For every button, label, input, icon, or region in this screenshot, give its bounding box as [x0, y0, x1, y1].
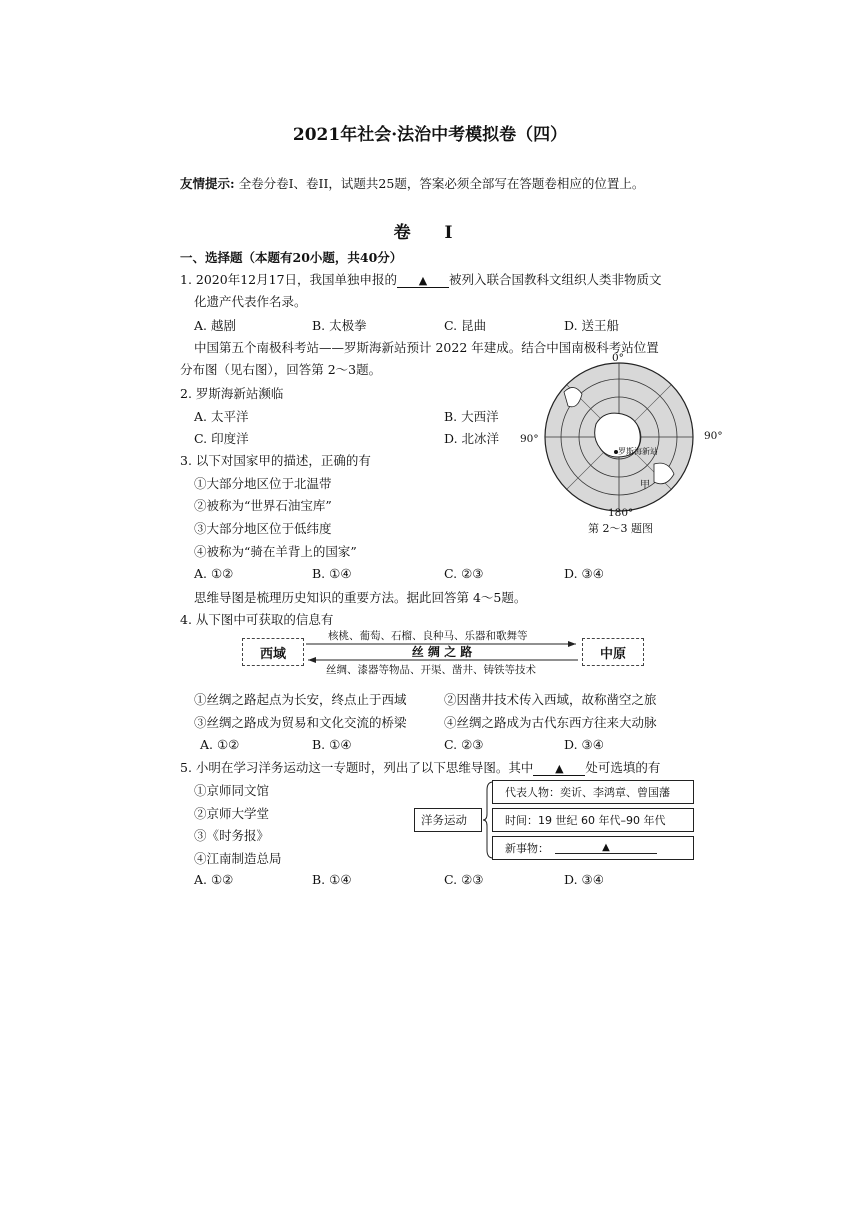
q4-stem: 4. 从下图中可获取的信息有 [180, 612, 334, 627]
q3-option: C. ②③ [444, 566, 484, 581]
center-box: 洋务运动 [414, 808, 482, 832]
branch-new-things-label: 新事物： [505, 842, 549, 855]
q1-option: A. 越剧 [194, 318, 236, 333]
q3-item: ②被称为“世界石油宝库” [194, 498, 332, 513]
intro23-line2: 分布图（见右图），回答第 2～3题。 [180, 362, 382, 377]
section-heading: 一、选择题（本题有20小题，共40分） [180, 250, 403, 265]
q2-option: A. 太平洋 [194, 409, 249, 424]
q1-option: C. 昆曲 [444, 318, 487, 333]
map-label-left: 90° [520, 433, 539, 445]
q3-item: ④被称为“骑在羊背上的国家” [194, 544, 357, 559]
branch-blank: ▲ [555, 842, 657, 854]
q4-option: B. ①④ [312, 737, 352, 752]
intro45: 思维导图是梳理历史知识的重要方法。据此回答第 4～5题。 [194, 590, 527, 605]
q3-option: D. ③④ [564, 566, 604, 581]
q5-blank: ▲ [533, 762, 585, 776]
map-country-label: 甲 [640, 480, 650, 491]
q3-item: ①大部分地区位于北温带 [194, 476, 332, 491]
antarctic-map [534, 352, 704, 522]
q5-option: B. ①④ [312, 872, 352, 887]
q1-option: B. 太极拳 [312, 318, 367, 333]
q5-stem-a: 5. 小明在学习洋务运动这一专题时，列出了以下思维导图。其中 [180, 760, 534, 775]
q3-option: A. ①② [194, 566, 234, 581]
tip-text: 全卷分卷I、卷II，试题共25题，答案必须全部写在答题卷相应的位置上。 [238, 176, 645, 191]
q1-stem-b: 被列入联合国教科文组织人类非物质文 [449, 272, 662, 287]
q5-option: C. ②③ [444, 872, 484, 887]
q5-stem [180, 758, 660, 776]
branch-new-things [492, 836, 694, 860]
box-xiyu: 西域 [242, 638, 304, 666]
branch-people: 代表人物：奕䜣、李鸿章、曾国藩 [492, 780, 694, 804]
q3-option: B. ①④ [312, 566, 352, 581]
q5-item: ③《时务报》 [194, 828, 270, 843]
q5-item: ②京师大学堂 [194, 806, 270, 821]
q4-option: D. ③④ [564, 737, 604, 752]
q1-stem [180, 270, 662, 288]
q5-option: A. ①② [194, 872, 234, 887]
q1-blank: ▲ [397, 274, 449, 288]
q2-option: B. 大西洋 [444, 409, 499, 424]
q4-item: ②因凿井技术传入西域，故称凿空之旅 [444, 692, 657, 707]
map-station-label: 罗斯海新站 [618, 447, 658, 456]
map-caption: 第 2～3 题图 [588, 522, 653, 535]
q4-item: ④丝绸之路成为古代东西方往来大动脉 [444, 715, 657, 730]
road-label: 丝 绸 之 路 [411, 645, 473, 659]
tip [180, 174, 644, 192]
q2-option: D. 北冰洋 [444, 431, 500, 446]
map-label-bottom: 180° [608, 507, 634, 519]
bottom-arrow-text: 丝绸、漆器等物品、开渠、凿井、铸铁等技术 [326, 664, 536, 676]
q3-stem: 3. 以下对国家甲的描述，正确的有 [180, 453, 371, 468]
box-zhongyuan: 中原 [582, 638, 644, 666]
q1-option: D. 送王船 [564, 318, 620, 333]
q1-stem-a: 1. 2020年12月17日，我国单独申报的 [180, 272, 398, 287]
q5-item: ①京师同文馆 [194, 783, 270, 798]
q5-stem-b: 处可选填的有 [585, 760, 661, 775]
map-label-right: 90° [704, 430, 723, 442]
q5-item: ④江南制造总局 [194, 851, 282, 866]
q3-item: ③大部分地区位于低纬度 [194, 521, 332, 536]
tip-label: 友情提示: [180, 176, 235, 191]
intro23-line1: 中国第五个南极科考站——罗斯海新站预计 2022 年建成。结合中国南极科考站位置 [194, 340, 659, 355]
top-arrow-text: 核桃、葡萄、石榴、良种马、乐器和歌舞等 [328, 630, 528, 642]
branch-time: 时间：19 世纪 60 年代–90 年代 [492, 808, 694, 832]
q4-option: A. ①② [200, 737, 240, 752]
q4-item: ③丝绸之路成为贸易和文化交流的桥梁 [194, 715, 407, 730]
q2-option: C. 印度洋 [194, 431, 249, 446]
map-label-top: 0° [612, 352, 624, 364]
q4-option: C. ②③ [444, 737, 484, 752]
page-title: 2021年社会·法治中考模拟卷（四） [292, 125, 568, 145]
q4-item: ①丝绸之路起点为长安，终点止于西域 [194, 692, 407, 707]
volume-heading: 卷 I [393, 223, 467, 243]
q5-option: D. ③④ [564, 872, 604, 887]
q2-stem: 2. 罗斯海新站濒临 [180, 386, 284, 401]
q1-stem-c: 化遗产代表作名录。 [194, 294, 307, 309]
